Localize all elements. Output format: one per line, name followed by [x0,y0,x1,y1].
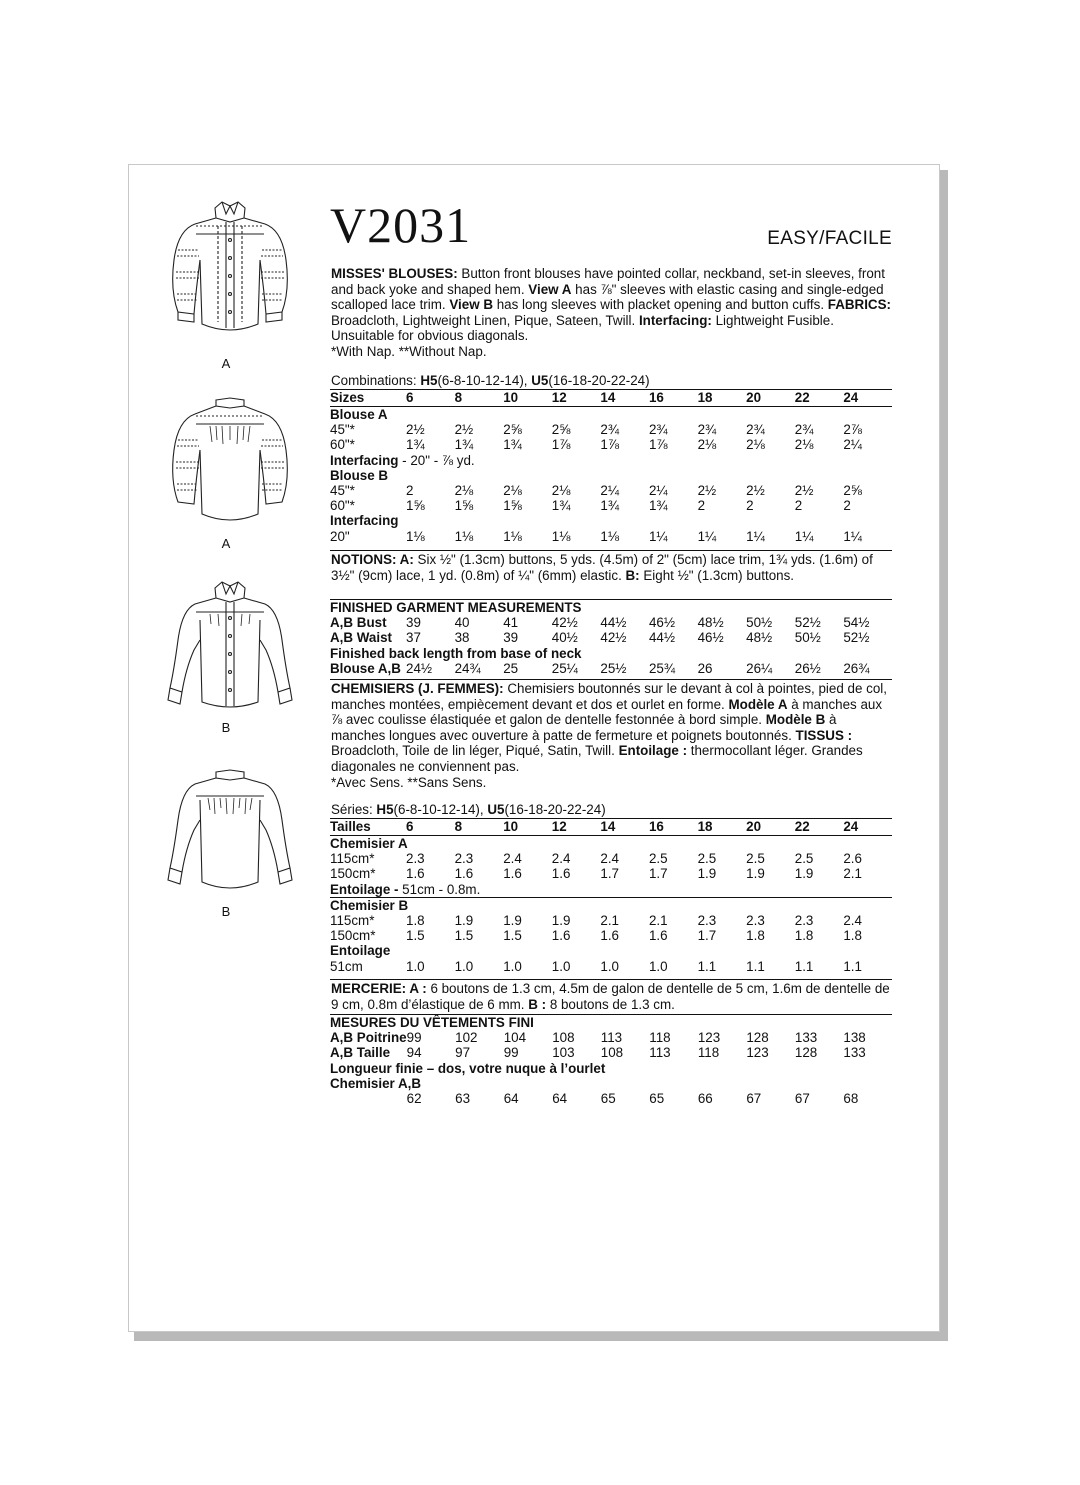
size-value-cell: 123 [746,1045,769,1061]
size-value-cell: 1.6 [454,866,474,882]
size-value-cell: 1.1 [794,958,814,974]
size-header-cell: 18 [698,390,747,407]
size-header-cell: 12 [552,819,601,836]
size-value-cell: 2 [794,498,803,514]
size-value-cell: 1¼ [648,528,668,544]
row-label-empty [330,1091,407,1106]
sens-note: *Avec Sens. **Sans Sens. [331,774,487,790]
size-value-cell: 48½ [697,615,724,631]
entoilage-label: Entoilage - [330,881,399,897]
size-header-cell: 20 [746,819,795,836]
row-label: A,B Bust [330,615,387,631]
size-value-cell: 2⅛ [503,483,522,499]
size-value-cell: 1⅞ [648,437,668,453]
sizes-label: Tailles [330,819,406,836]
size-value-cell: 128 [794,1045,818,1061]
size-value-cell: 25¼ [551,660,578,676]
size-value-cell: 1¼ [697,528,717,544]
row-label: A,B Taille [330,1045,391,1061]
size-value-cell: 1¾ [503,437,522,453]
size-value-cell: 66 [697,1091,713,1107]
chemisier-ab-label: Chemisier A,B [330,1075,422,1091]
size-value-cell: 1⅛ [503,528,522,544]
view-label-a-front: A [221,356,231,371]
size-value-cell: 1⅞ [551,437,571,453]
sketch-view-b-back [160,768,300,898]
size-header-cell: 6 [406,819,455,836]
size-header-cell: 14 [600,819,649,836]
size-value-cell: 48½ [746,630,773,646]
row-label: 60"* [330,498,355,514]
size-value-cell: 99 [503,1045,519,1061]
size-value-cell: 2.5 [697,851,717,867]
size-value-cell: 26¼ [746,660,773,676]
size-value-cell: 108 [600,1045,624,1061]
chemisier-a-entoilage [330,882,892,898]
size-value-cell: 2.5 [648,851,668,867]
size-value-cell: 50½ [794,630,821,646]
finished-measurements-french [330,1015,892,1106]
size-value-cell: 40 [454,615,470,631]
yardage-table-french [330,818,892,974]
size-value-cell: 1⅝ [406,498,425,514]
divider [330,979,892,980]
size-value-cell: 1.6 [406,866,425,882]
size-header-cell: 16 [649,819,698,836]
size-value-cell: 1.1 [843,958,862,974]
desc-text: à manches longues avec ouverture à patte de fermeture et poignets boutonnés. [331,712,837,743]
size-value-cell: 46½ [697,630,724,646]
sketch-view-a-front [160,200,300,352]
desc-text: Lightweight Fusible. Unsuitable for obvious diagonals. [331,312,834,344]
row-label: 51cm [330,958,363,974]
nap-note: *With Nap. **Without Nap. [331,343,487,359]
size-header-cell: 20 [746,390,795,407]
desc-text: Broadcloth, Toile de lin léger, Piqué, Satin, Twill. [331,743,619,759]
size-value-cell: 2¾ [600,422,619,438]
size-value-cell: 24½ [406,660,433,676]
size-header-cell: 22 [795,819,844,836]
size-value-cell: 25½ [600,660,627,676]
finished-measurements-english [330,600,892,676]
size-value-cell: 2¾ [746,422,765,438]
size-value-cell: 2½ [746,483,765,499]
combo-h5: H5 [420,373,438,388]
description-french [331,681,893,790]
size-value-cell: 2⅝ [503,422,522,438]
size-value-cell: 2.5 [746,851,765,867]
size-value-cell: 2½ [406,422,425,438]
size-value-cell: 99 [406,1030,422,1046]
size-value-cell: 2.3 [697,913,717,929]
size-value-cell: 113 [600,1030,623,1046]
sizes-label: Sizes [330,390,406,407]
row-label: 45"* [330,483,355,499]
size-value-cell: 44½ [648,630,676,646]
desc-text: has ⅞" sleeves with elastic casing and single-edged scalloped lace trim. [331,281,884,313]
size-value-cell: 2⅛ [454,483,474,499]
size-value-cell: 2.4 [503,851,522,867]
size-value-cell: 123 [697,1030,721,1046]
size-value-cell: 103 [552,1045,575,1061]
series-h5: H5 [376,802,394,817]
size-value-cell: 52½ [794,615,821,631]
size-value-cell: 1.6 [551,928,571,944]
size-value-cell: 50½ [746,615,773,631]
size-value-cell: 1.9 [794,866,814,882]
chemisier-b-heading: Chemisier B [330,897,892,913]
size-value-cell: 1.9 [503,913,522,929]
size-value-cell: 67 [746,1091,762,1107]
size-value-cell: 1.6 [648,928,668,944]
combo-h5-sizes: (6-8-10-12-14), [437,373,532,388]
mercerie-french [331,981,893,1012]
difficulty-label: EASY/FACILE [767,228,892,249]
size-value-cell: 44½ [600,615,627,631]
size-header-cell: 14 [600,390,649,407]
entoilage-value: 51cm - 0.8m. [398,881,481,897]
combo-u5-sizes: (16-18-20-22-24) [548,373,650,388]
size-value-cell: 1⅛ [551,528,571,544]
size-value-cell: 26 [697,660,713,676]
series-label: Séries: [331,802,377,817]
desc-model-b: Modèle B [765,712,826,728]
blouse-b-interfacing-heading: Interfacing [330,513,399,529]
size-header-cell: 12 [552,390,601,407]
size-value-cell: 1⅞ [600,437,619,453]
size-value-cell: 1.9 [746,866,765,882]
size-header-cell: 18 [698,819,747,836]
row-label: 150cm* [330,866,376,882]
blouse-a-heading: Blouse A [330,407,388,422]
size-header-cell: 16 [649,390,698,407]
size-value-cell: 1.0 [551,958,571,974]
size-value-cell: 2.4 [551,851,571,867]
size-value-cell: 2 [746,498,754,514]
size-value-cell: 25 [503,660,519,676]
desc-view-a: View A [528,281,572,297]
size-value-cell: 37 [406,630,421,646]
chemisier-b-entoilage-heading: Entoilage [330,943,391,959]
size-value-cell: 46½ [648,615,676,631]
combo-u5: U5 [531,373,549,388]
size-value-cell: 39 [406,615,421,631]
sketch-view-b-front [160,580,300,712]
size-value-cell: 1.5 [454,928,474,944]
notions-text: Six ½" (1.3cm) buttons, 5 yds. (4.5m) of 2" (5cm) lace trim, 1¾ yds. (1.6m) of 3½" (9cm) lace, 1 yd. (0.8m) of ¼" (6mm) elastic. [331,552,873,583]
desc-text: thermocollant léger. Grandes diagonales ne conviennent pas. [331,743,863,774]
size-header-cell: 24 [843,819,892,836]
size-value-cell: 1.5 [503,928,522,944]
size-value-cell: 1.6 [551,866,571,882]
row-label: A,B Poitrine [330,1030,407,1046]
mercerie-text: 6 boutons de 1.3 cm, 4.5m de galon de dentelle de 5 cm, 1.6m de dentelle de 9 cm, 0.8m d’élastique de 6 mm. [331,981,890,1012]
size-value-cell: 1.1 [697,958,717,974]
size-value-cell: 118 [649,1030,671,1046]
interfacing-label: Interfacing [330,452,399,468]
row-label: A,B Waist [330,630,392,646]
size-value-cell: 1⅝ [454,498,474,514]
size-value-cell: 39 [503,630,519,646]
desc-model-a: Modèle A [728,696,788,712]
size-value-cell: 68 [843,1091,859,1107]
size-value-cell: 67 [794,1091,810,1107]
notions-text: Eight ½" (1.3cm) buttons. [639,567,795,583]
blouse-a-interfacing [330,453,892,468]
size-value-cell: 1.0 [503,958,522,974]
size-value-cell: 40½ [551,630,578,646]
size-header-cell: 8 [455,390,504,407]
row-label: 115cm* [330,913,375,929]
desc-text: Chemisiers boutonnés sur le devant à col à pointes, pied de col, manches montées, empiècement devant et dos et ourlet en forme. [331,681,887,712]
desc-heading: MISSES' BLOUSES: [331,266,458,281]
size-value-cell: 108 [552,1030,575,1046]
size-value-cell: 1.8 [406,913,425,929]
size-value-cell: 2 [843,498,851,514]
size-value-cell: 2½ [794,483,814,499]
size-value-cell: 2¾ [697,422,717,438]
size-value-cell: 1.9 [551,913,571,929]
size-value-cell: 1.9 [697,866,717,882]
size-value-cell: 2⅝ [551,422,571,438]
size-value-cell: 1.8 [843,928,862,944]
size-value-cell: 2⅝ [843,483,862,499]
size-value-cell: 38 [454,630,470,646]
size-value-cell: 1.9 [454,913,474,929]
row-label: 60"* [330,437,355,453]
size-value-cell: 1.7 [600,866,619,882]
view-label-b-front: B [221,720,231,735]
size-value-cell: 1.8 [794,928,814,944]
size-value-cell: 2.5 [794,851,814,867]
size-value-cell: 2⅛ [551,483,571,499]
size-value-cell: 62 [406,1091,422,1107]
size-value-cell: 2 [406,483,414,499]
desc-text: has long sleeves with placket opening and button cuffs. [493,297,828,313]
size-value-cell: 2.4 [600,851,619,867]
size-value-cell: 94 [406,1045,422,1061]
series-u5: U5 [487,802,505,817]
size-value-cell: 1¾ [551,498,571,514]
view-label-b-back: B [221,904,231,919]
row-label: 45"* [330,422,355,438]
mercerie-label: MERCERIE: A : [331,981,427,996]
size-value-cell: 1⅛ [454,528,474,544]
desc-interfacing: Interfacing: [638,312,712,328]
size-value-cell: 42½ [600,630,627,646]
size-value-cell: 65 [600,1091,616,1107]
row-label: 115cm* [330,851,375,867]
size-value-cell: 41 [503,615,519,631]
size-value-cell: 2⅛ [697,437,717,453]
desc-entoilage: Entoilage : [618,743,688,759]
size-value-cell: 2.6 [843,851,862,867]
size-header-cell: 10 [503,390,552,407]
fgm-heading: FINISHED GARMENT MEASUREMENTS [330,600,582,615]
size-value-cell: 2.3 [794,913,814,929]
size-value-cell: 1.7 [648,866,668,882]
size-value-cell: 128 [746,1030,769,1046]
size-header-cell: 10 [503,819,552,836]
size-value-cell: 1¾ [648,498,668,514]
size-value-cell: 2.1 [600,913,619,929]
size-value-cell: 2⅛ [746,437,765,453]
size-value-cell: 133 [794,1030,818,1046]
mesures-heading: MESURES DU VÊTEMENTS FINI [330,1015,534,1030]
size-value-cell: 133 [843,1045,866,1061]
size-value-cell: 2⅛ [794,437,814,453]
size-value-cell: 2¾ [794,422,814,438]
size-header-cell: 22 [795,390,844,407]
size-value-cell: 2½ [697,483,717,499]
size-value-cell: 42½ [551,615,578,631]
size-value-cell: 97 [455,1045,471,1061]
chemisier-a-heading: Chemisier A [330,836,408,851]
size-value-cell: 1.0 [454,958,474,974]
size-value-cell: 2.3 [746,913,765,929]
back-length-heading: Finished back length from base of neck [330,645,582,661]
desc-tissus: TISSUS : [795,727,853,743]
size-value-cell: 1⅛ [406,528,425,544]
size-value-cell: 118 [697,1045,720,1061]
size-value-cell: 138 [843,1030,866,1046]
size-value-cell: 2 [697,498,706,514]
size-value-cell: 1.0 [600,958,619,974]
size-value-cell: 1¼ [794,528,814,544]
mercerie-b-label: B : [528,996,547,1012]
size-value-cell: 1.6 [503,866,522,882]
size-value-cell: 64 [503,1091,519,1107]
size-value-cell: 2¾ [648,422,668,438]
desc-text: à manches aux ⅞ avec coulisse élastiquée et galon de dentelle festonnée à bord simple. [331,696,883,728]
size-value-cell: 1.0 [648,958,668,974]
combo-label: Combinations: [331,373,421,388]
size-header-cell: 24 [843,390,892,407]
size-value-cell: 2½ [454,422,474,438]
size-value-cell: 1.5 [406,928,425,944]
divider [330,550,892,551]
size-value-cell: 2.1 [843,866,862,882]
size-value-cell: 26¾ [843,660,870,676]
size-value-cell: 1.8 [746,928,765,944]
size-value-cell: 1⅛ [600,528,619,544]
notions-b-label: B: [625,567,640,583]
combinations-line [331,373,650,388]
size-header-cell: 8 [455,819,504,836]
size-header-cell: 6 [406,390,455,407]
series-u5-sizes: (16-18-20-22-24) [504,802,606,817]
size-value-cell: 1¼ [746,528,765,544]
size-value-cell: 104 [503,1030,527,1046]
size-value-cell: 1.0 [406,958,425,974]
size-value-cell: 1¾ [406,437,425,453]
size-value-cell: 54½ [843,615,870,631]
size-value-cell: 1.6 [600,928,619,944]
yardage-table-english [330,389,892,544]
size-value-cell: 1.1 [746,958,765,974]
size-value-cell: 2.3 [454,851,474,867]
size-value-cell: 102 [455,1030,478,1046]
size-value-cell: 26½ [794,660,821,676]
row-label: Blouse A,B [330,660,401,676]
mercerie-text: 8 boutons de 1.3 cm. [546,996,675,1012]
series-line [331,802,606,817]
size-value-cell: 1.7 [697,928,717,944]
size-value-cell: 52½ [843,630,870,646]
size-value-cell: 63 [455,1091,471,1107]
size-value-cell: 2⅞ [843,422,862,438]
size-value-cell: 65 [649,1091,665,1107]
size-value-cell: 113 [649,1045,671,1061]
notions-english [331,552,893,583]
size-value-cell: 2¼ [648,483,668,499]
row-label: 150cm* [330,928,376,944]
series-h5-sizes: (6-8-10-12-14), [393,802,488,817]
notions-label: NOTIONS: A: [331,552,414,567]
size-value-cell: 2¼ [600,483,619,499]
desc-view-b: View B [449,297,494,313]
view-label-a-back: A [221,536,231,551]
size-value-cell: 2.4 [843,913,862,929]
pattern-number: V2031 [330,197,472,253]
size-value-cell: 1¾ [600,498,619,514]
row-label: 20" [330,528,350,544]
desc-fabrics: FABRICS: [827,297,891,313]
size-value-cell: 24¾ [454,660,481,676]
size-value-cell: 2¼ [843,437,862,453]
interfacing-value: - 20" - ⅞ yd. [398,452,475,468]
size-value-cell: 1¾ [454,437,474,453]
size-value-cell: 2.3 [406,851,425,867]
divider [330,679,892,680]
description-english [331,266,891,360]
size-value-cell: 64 [552,1091,568,1107]
desc-text: Button front blouses have pointed collar, neckband, set-in sleeves, front and back yoke and shaped hem. [331,266,885,297]
sketch-view-a-back [160,396,300,536]
size-value-cell: 1⅝ [503,498,522,514]
desc-text: Broadcloth, Lightweight Linen, Pique, Sateen, Twill. [331,312,639,328]
longueur-heading: Longueur finie – dos, votre nuque à l’ourlet [330,1060,606,1076]
size-value-cell: 1¼ [843,528,862,544]
size-value-cell: 25¾ [648,660,676,676]
size-value-cell: 2.1 [648,913,668,929]
desc-heading: CHEMISIERS (J. FEMMES): [331,681,504,696]
blouse-b-heading: Blouse B [330,467,389,483]
